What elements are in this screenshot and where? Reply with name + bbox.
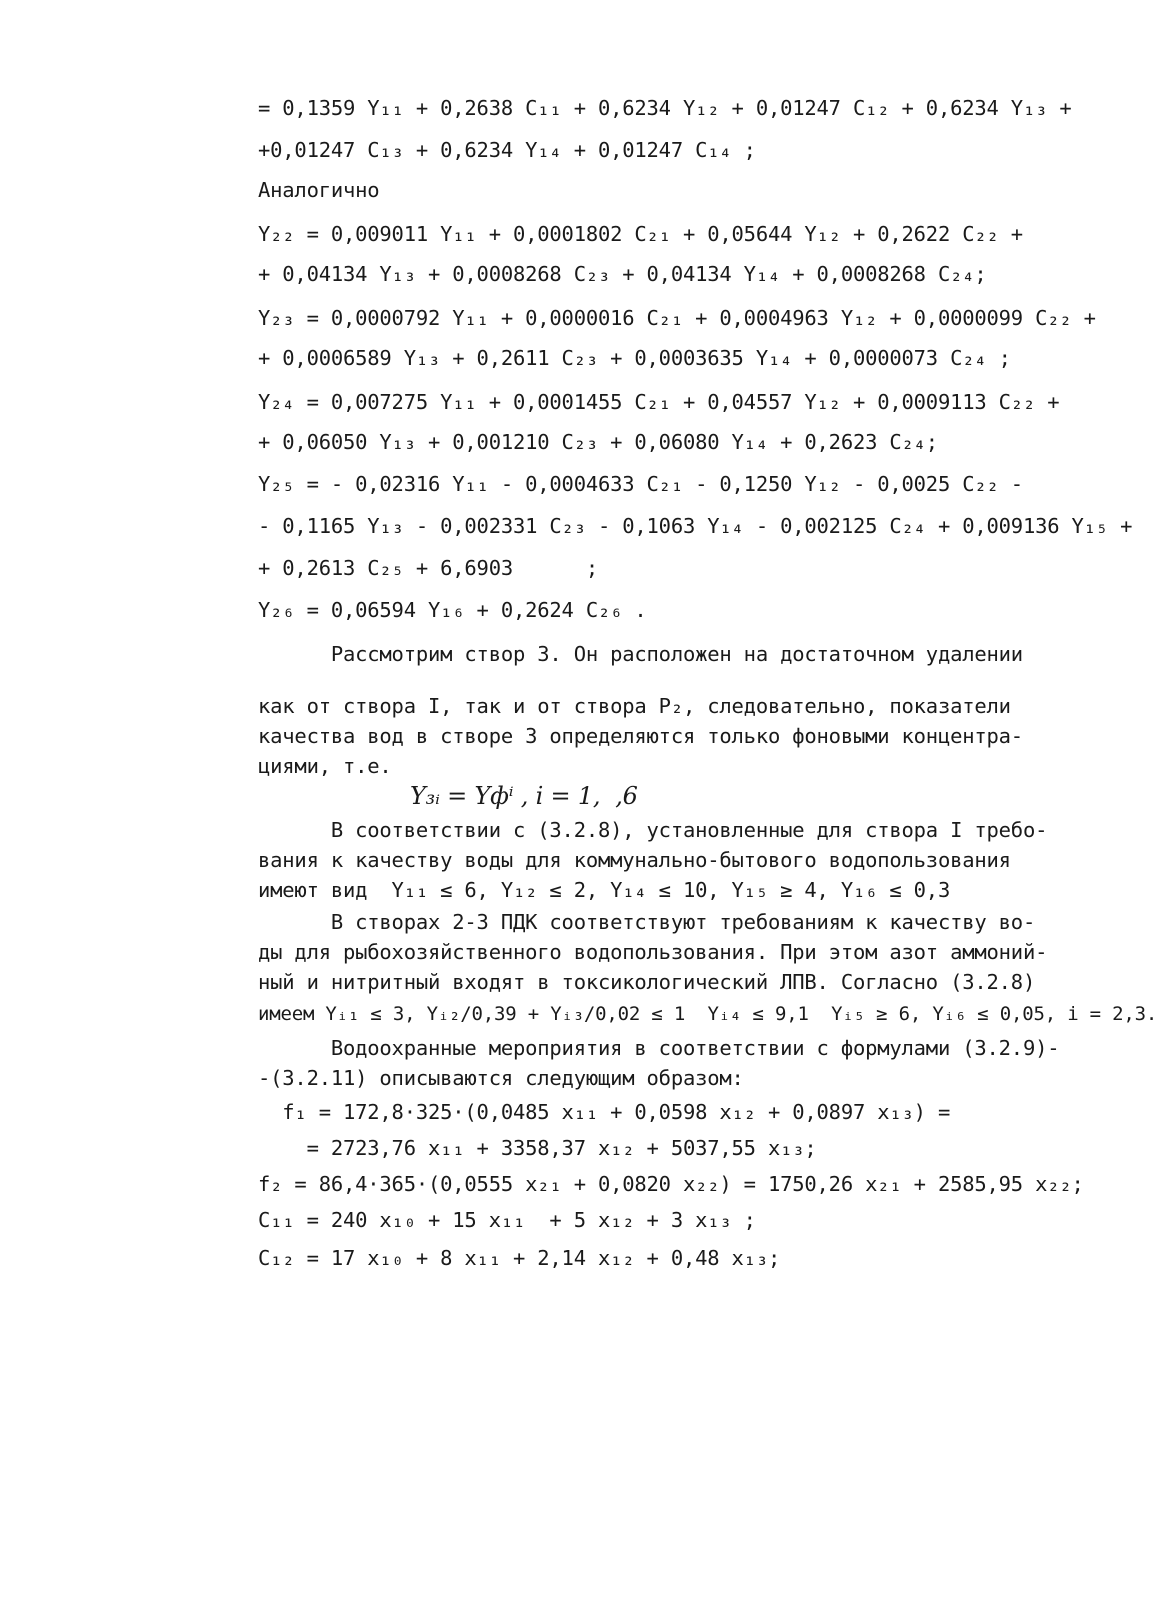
paragraph-line: В соответствии с (3.2.8), установленные для створа I требо- [258,818,1048,842]
paragraph-line: Рассмотрим створ 3. Он расположен на достаточном удалении [258,642,1023,666]
formula-line: = 0,1359 Y₁₁ + 0,2638 C₁₁ + 0,6234 Y₁₂ + 0,01247 C₁₂ + 0,6234 Y₁₃ + [258,96,1072,120]
formula-line: C₁₁ = 240 x₁₀ + 15 x₁₁ + 5 x₁₂ + 3 x₁₃ ; [258,1208,756,1232]
formula-line: +0,01247 C₁₃ + 0,6234 Y₁₄ + 0,01247 C₁₄ ; [258,138,756,162]
text-line: Аналогично [258,178,380,202]
paragraph-line: как от створа I, так и от створа P₂, следовательно, показатели [258,694,1011,718]
paragraph-line: имеют вид Y₁₁ ≤ 6, Y₁₂ ≤ 2, Y₁₄ ≤ 10, Y₁₅ ≥ 4, Y₁₆ ≤ 0,3 [258,878,951,902]
paragraph-line: -(3.2.11) описываются следующим образом: [258,1066,744,1090]
formula-line: + 0,0006589 Y₁₃ + 0,2611 C₂₃ + 0,0003635 Y₁₄ + 0,0000073 C₂₄ ; [258,346,1011,370]
formula-line: + 0,04134 Y₁₃ + 0,0008268 C₂₃ + 0,04134 Y₁₄ + 0,0008268 C₂₄; [258,262,987,286]
formula-line: f₁ = 172,8·325·(0,0485 x₁₁ + 0,0598 x₁₂ + 0,0897 x₁₃) = [258,1100,951,1124]
paragraph-line: имеем Yᵢ₁ ≤ 3, Yᵢ₂/0,39 + Yᵢ₃/0,02 ≤ 1 Yᵢ₄ ≤ 9,1 Yᵢ₅ ≥ 6, Yᵢ₆ ≤ 0,05, i = 2,3. [258,1003,1158,1025]
formula-line: Y₃ᵢ = Yфⁱ , i = 1, ,6 [410,782,638,810]
formula-line: f₂ = 86,4·365·(0,0555 x₂₁ + 0,0820 x₂₂) = 1750,26 x₂₁ + 2585,95 x₂₂; [258,1172,1084,1196]
formula-line: - 0,1165 Y₁₃ - 0,002331 C₂₃ - 0,1063 Y₁₄ - 0,002125 C₂₄ + 0,009136 Y₁₅ + [258,514,1133,538]
formula-line: Y₂₅ = - 0,02316 Y₁₁ - 0,0004633 C₂₁ - 0,1250 Y₁₂ - 0,0025 C₂₂ - [258,472,1023,496]
paragraph-line: Водоохранные мероприятия в соответствии с формулами (3.2.9)- [258,1036,1060,1060]
paragraph-line: В створах 2-3 ПДК соответствуют требованиям к качеству во- [258,910,1036,934]
paragraph-line: вания к качеству воды для коммунально-бытового водопользования [258,848,1011,872]
formula-line: + 0,2613 C₂₅ + 6,6903 ; [258,556,598,580]
paragraph-line: ды для рыбохозяйственного водопользования. При этом азот аммоний- [258,940,1048,964]
formula-line: Y₂₃ = 0,0000792 Y₁₁ + 0,0000016 C₂₁ + 0,0004963 Y₁₂ + 0,0000099 C₂₂ + [258,306,1096,330]
formula-line: Y₂₄ = 0,007275 Y₁₁ + 0,0001455 C₂₁ + 0,04557 Y₁₂ + 0,0009113 C₂₂ + [258,390,1060,414]
formula-line: Y₂₆ = 0,06594 Y₁₆ + 0,2624 C₂₆ . [258,598,647,622]
formula-line: = 2723,76 x₁₁ + 3358,37 x₁₂ + 5037,55 x₁₃; [258,1136,817,1160]
formula-line: + 0,06050 Y₁₃ + 0,001210 C₂₃ + 0,06080 Y₁₄ + 0,2623 C₂₄; [258,430,938,454]
formula-line: Y₂₂ = 0,009011 Y₁₁ + 0,0001802 C₂₁ + 0,05644 Y₁₂ + 0,2622 C₂₂ + [258,222,1023,246]
formula-line: C₁₂ = 17 x₁₀ + 8 x₁₁ + 2,14 x₁₂ + 0,48 x₁₃; [258,1246,781,1270]
paragraph-line: качества вод в створе 3 определяются только фоновыми концентра- [258,724,1023,748]
paragraph-line: ный и нитритный входят в токсикологический ЛПВ. Согласно (3.2.8) [258,970,1036,994]
paragraph-line: циями, т.е. [258,754,392,778]
